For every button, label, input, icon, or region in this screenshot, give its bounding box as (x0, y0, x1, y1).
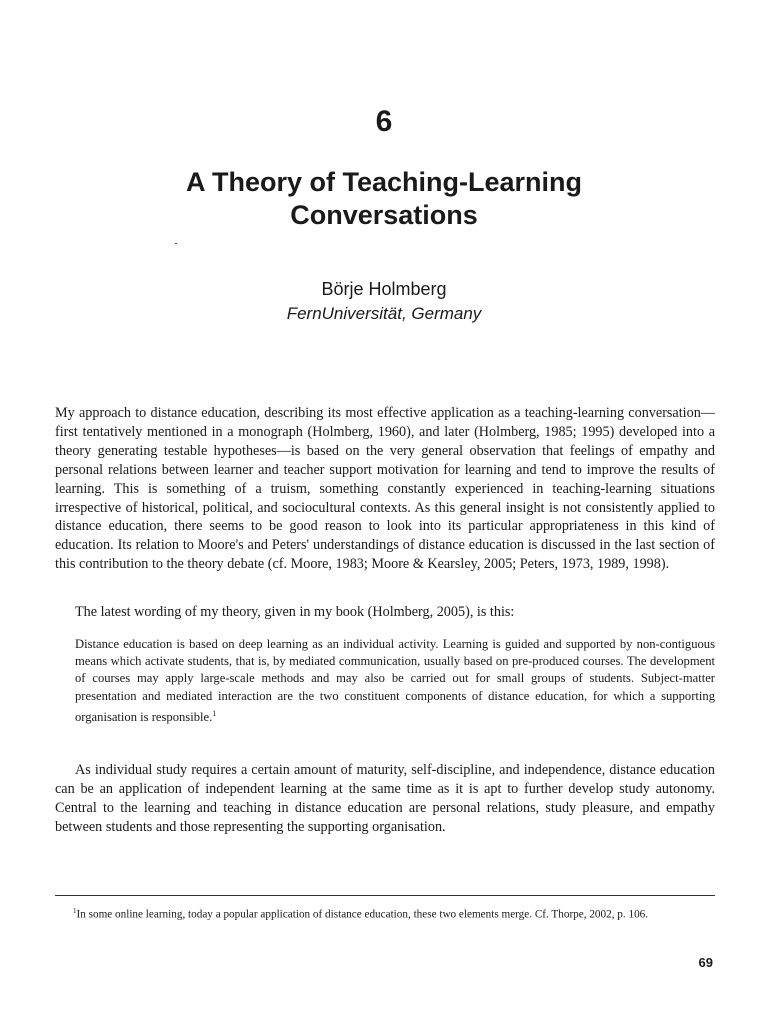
author-name: Börje Holmberg (321, 279, 447, 299)
footnote-divider (55, 895, 715, 896)
chapter-title (60, 166, 708, 232)
footnote (55, 903, 720, 924)
chapter-number: 6 (375, 105, 393, 138)
footnote-marker: 1 (73, 907, 77, 915)
body-paragraph-2: The latest wording of my theory, given in my book (Holmberg, 2005), is this: (75, 604, 515, 620)
chapter-title-line-1: A Theory of Teaching-Learning (185, 167, 583, 197)
page-number: 69 (698, 955, 713, 970)
body-paragraph-1: My approach to distance education, describing its most effective application as a teaching-learning conversation—first tentatively mentioned in a monograph (Holmberg, 1960), and later (Holmberg, 1985; 1995) developed into a theory generating testable hypotheses—is based on the very general observation that feelings of empathy and personal relations between learner and teacher support motivation for learning and tend to improve the results of learning. This is something of a truism, something constantly experienced in teaching-learning situations irrespective of historical, political, and sociocultural contexts. As this general insight is not consistently applied to distance education, there seems to be good reason to look into its particular appropriateness in this kind of education. Its relation to Moore's and Peters' understandings of distance education is discussed in the last section of this contribution to the theory debate (cf. Moore, 1983; Moore & Kearsley, 2005; Peters, 1973, 1989, 1998). (55, 405, 715, 573)
stray-mark (175, 243, 177, 244)
author-affiliation: FernUniversität, Germany (286, 304, 482, 323)
footnote-text: In some online learning, today a popular application of distance education, these two elements merge. Cf. Thorpe, 2002, p. 106. (76, 908, 649, 921)
body-paragraph-3: As individual study requires a certain amount of maturity, self-discipline, and independence, distance education can be an application of independent learning at the same time as it is apt to further develop study autonomy. Central to the learning and teaching in distance education are personal relations, study pleasure, and empathy between students and those representing the supporting organisation. (55, 762, 715, 835)
blockquote-text: Distance education is based on deep learning as an individual activity. Learning is guided and supported by non-contiguous means which activate students, that is, by mediated communication, usually based on pre-produced courses. The development of courses may apply large-scale methods and may also be carried out for small groups of students. Subject-matter presentation and mediated interaction are the two constituent components of distance education, for which a supporting organisation is responsible. (75, 637, 715, 724)
theory-blockquote (75, 636, 715, 726)
chapter-title-line-2: Conversations (290, 200, 478, 230)
footnote-reference: 1 (212, 708, 217, 718)
